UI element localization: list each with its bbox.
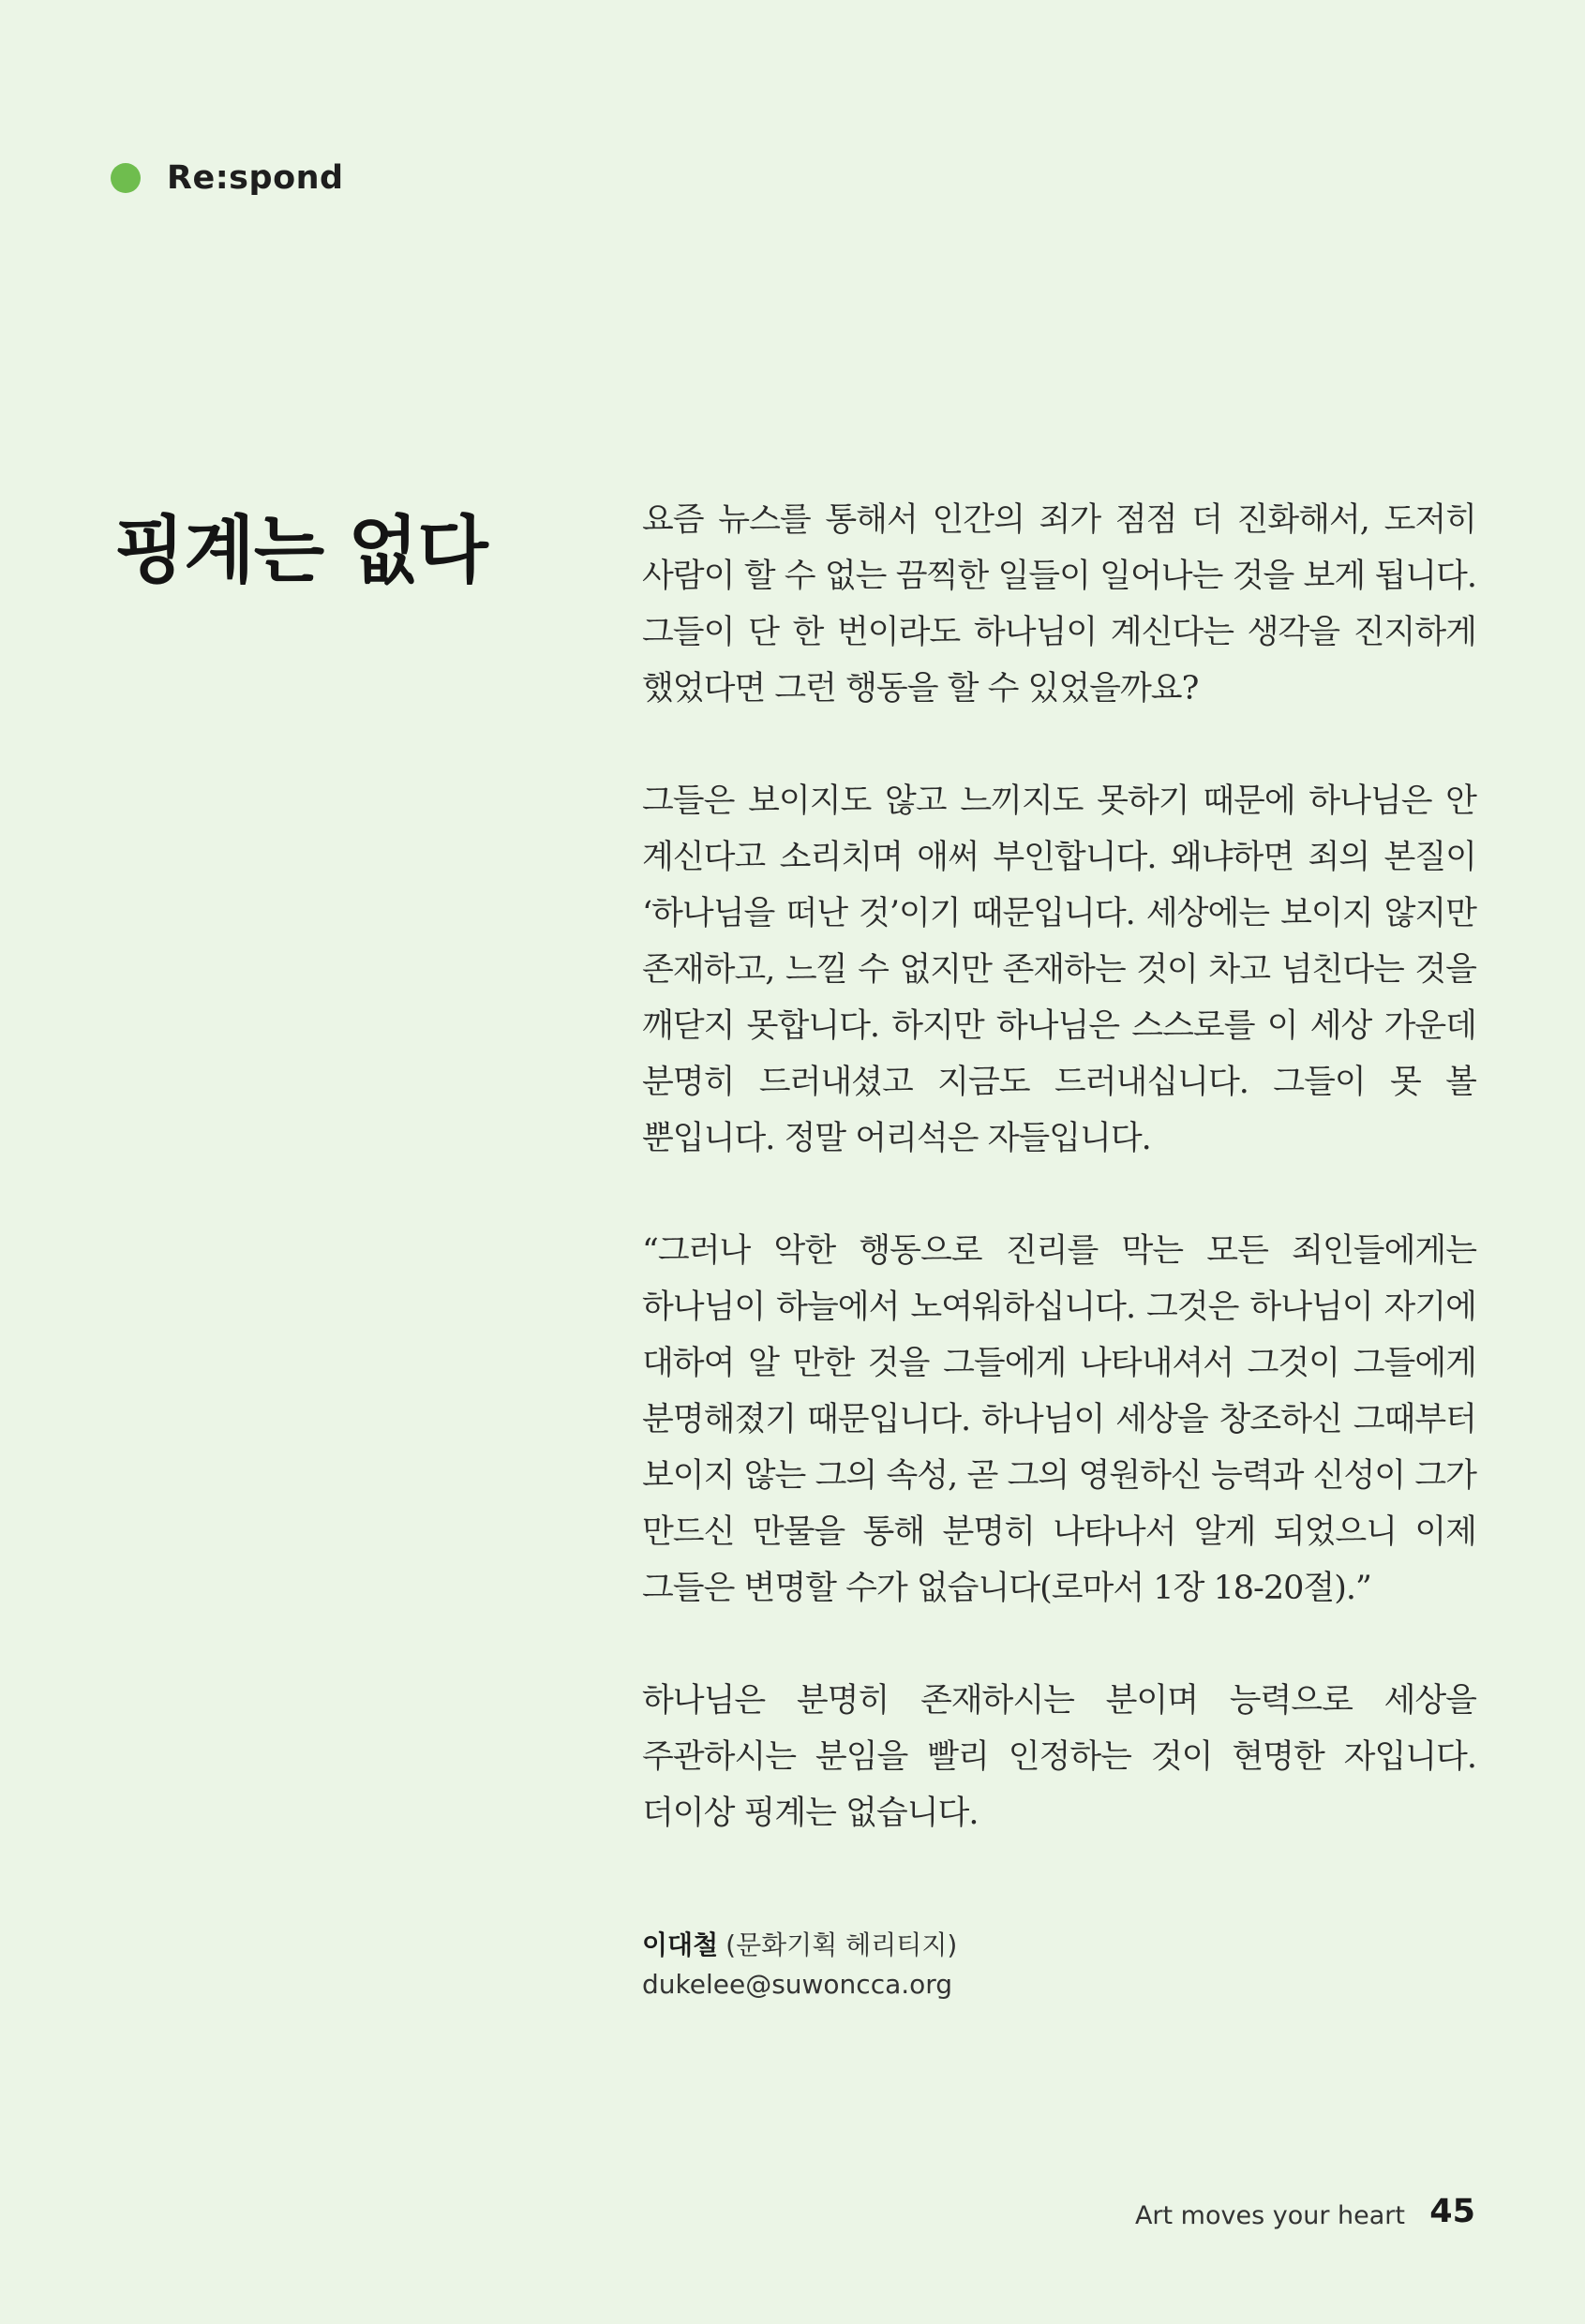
author-email: dukelee@suwoncca.org [642,1969,953,2000]
author-block [642,1926,957,2004]
body-paragraph-2: 그들은 보이지도 않고 느끼지도 못하기 때문에 하나님은 안 계신다고 소리치며 애써 부인합니다. 왜냐하면 죄의 본질이 ‘하나님을 떠난 것’이기 때문입니다. 세상에는 보이지 않지만 존재하고, 느낄 수 없지만 존재하는 것이 차고 넘친다는 것을 깨닫지 못합니다. 하지만 하나님은 스스로를 이 세상 가운데 분명히 드러내셨고 지금도 드러내십니다. 그들이 못 볼 뿐입니다. 정말 어리석은 자들입니다. [642,782,1476,1157]
author-name: 이대철 [642,1929,719,1960]
section-label: Re:spond [167,159,344,197]
author-line [642,1926,957,1965]
article-title: 핑계는 없다 [114,508,487,593]
page-number: 45 [1429,2193,1475,2230]
section-tag [111,159,344,197]
body-paragraph-3: “그러나 악한 행동으로 진리를 막는 모든 죄인들에게는 하나님이 하늘에서 노여워하십니다. 그것은 하나님이 자기에 대하여 알 만한 것을 그들에게 나타내셔서 그것이 그들에게 분명해졌기 때문입니다. 하나님이 세상을 창조하신 그때부터 보이지 않는 그의 속성, 곧 그의 영원하신 능력과 신성이 그가 만드신 만물을 통해 분명히 나타나서 알게 되었으니 이제 그들은 변명할 수가 없습니다(로마서 1장 18-20절).” [642,1232,1476,1607]
article-body [642,492,1476,1898]
body-paragraph-4: 하나님은 분명히 존재하시는 분이며 능력으로 세상을 주관하시는 분임을 빨리 인정하는 것이 현명한 자입니다. 더이상 핑계는 없습니다. [642,1682,1476,1832]
author-affiliation: (문화기획 헤리티지) [725,1929,958,1960]
section-dot-icon [111,163,141,193]
footer-tagline: Art moves your heart [1134,2201,1405,2230]
body-paragraph-1: 요즘 뉴스를 통해서 인간의 죄가 점점 더 진화해서, 도저히 사람이 할 수 없는 끔찍한 일들이 일어나는 것을 보게 됩니다. 그들이 단 한 번이라도 하나님이 계신다는 생각을 진지하게 했었다면 그런 행동을 할 수 있었을까요? [642,501,1476,708]
